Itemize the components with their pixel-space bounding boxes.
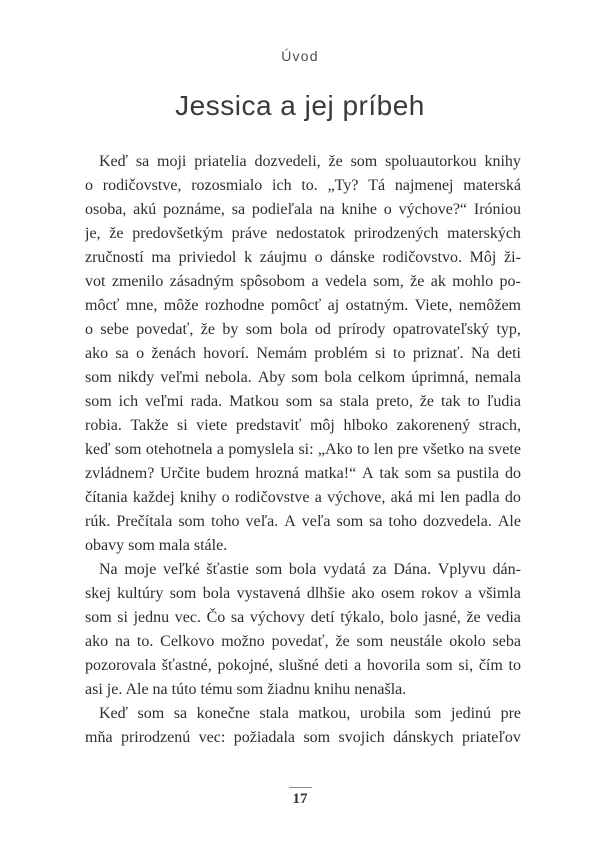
text-line: je, že predovšetkým práve nedostatok prirodzených materských <box>85 225 521 242</box>
text-line: osoba, akú poznáme, sa podieľala na knihe o výchove?“ Iróniou <box>85 201 521 218</box>
text-line: o sebe povedať, že by som bola od prírody opatrovateľský typ, <box>85 321 521 338</box>
text-line: som si jednu vec. Čo sa výchovy detí týkalo, bolo jasné, že vedia <box>85 609 521 626</box>
text-line: zvládnem? Určite budem hrozná matka!“ A tak som sa pustila do <box>85 465 521 482</box>
text-line: Keď som sa konečne stala matkou, urobila som jedinú pre <box>99 705 521 722</box>
text-line: ako sa o ženách hovorí. Nemám problém si to priznať. Na deti <box>85 345 521 362</box>
text-line: rúk. Prečítala som toho veľa. A veľa som sa toho dozvedela. Ale <box>85 513 521 530</box>
text-line: Keď sa moji priatelia dozvedeli, že som spoluautorkou knihy <box>99 153 521 170</box>
footer-rule <box>289 787 312 788</box>
text-line: vot zmenilo zásadným spôsobom a vedela som, že ak mohlo po- <box>85 273 521 290</box>
text-line: pozorovala šťastné, pokojné, slušné deti a hovorila som si, čím to <box>85 657 521 674</box>
body-text <box>85 150 521 750</box>
text-line: zručností ma priviedol k záujmu o dánske rodičovstvo. Môj ži- <box>85 249 521 266</box>
running-header: Úvod <box>281 48 319 64</box>
text-line: obavy som mala stále. <box>85 537 228 554</box>
chapter-title: Jessica a jej príbeh <box>175 90 425 121</box>
text-line: som ich veľmi rada. Matkou som sa stala preto, že tak to ľudia <box>85 393 521 410</box>
page-number: 17 <box>292 791 308 807</box>
text-line: môcť mne, môže rozhodne pomôcť aj ostatným. Viete, nemôžem <box>85 297 521 314</box>
text-line: o rodičovstve, rozosmialo ich to. „Ty? Tá najmenej materská <box>85 177 521 194</box>
text-line: robia. Takže si viete predstaviť môj hlboko zakorenený strach, <box>85 417 521 434</box>
text-line: som nikdy veľmi nebola. Aby som bola celkom úprimná, nemala <box>85 369 521 386</box>
text-line: ako na to. Celkovo možno povedať, že som neustále okolo seba <box>85 633 521 650</box>
text-line: Na moje veľké šťastie som bola vydatá za Dána. Vplyvu dán- <box>99 561 521 578</box>
text-line: keď som otehotnela a pomyslela si: „Ako to len pre všetko na svete <box>85 441 521 458</box>
text-line: mňa prirodzenú vec: požiadala som svojich dánskych priateľov <box>85 729 521 746</box>
text-line: čítania každej knihy o rodičovstve a výchove, aká mi len padla do <box>85 489 521 506</box>
text-line: skej kultúry som bola vystavená dlhšie ako osem rokov a všimla <box>85 585 521 602</box>
text-line: asi je. Ale na túto tému som žiadnu knihu nenašla. <box>85 681 407 698</box>
